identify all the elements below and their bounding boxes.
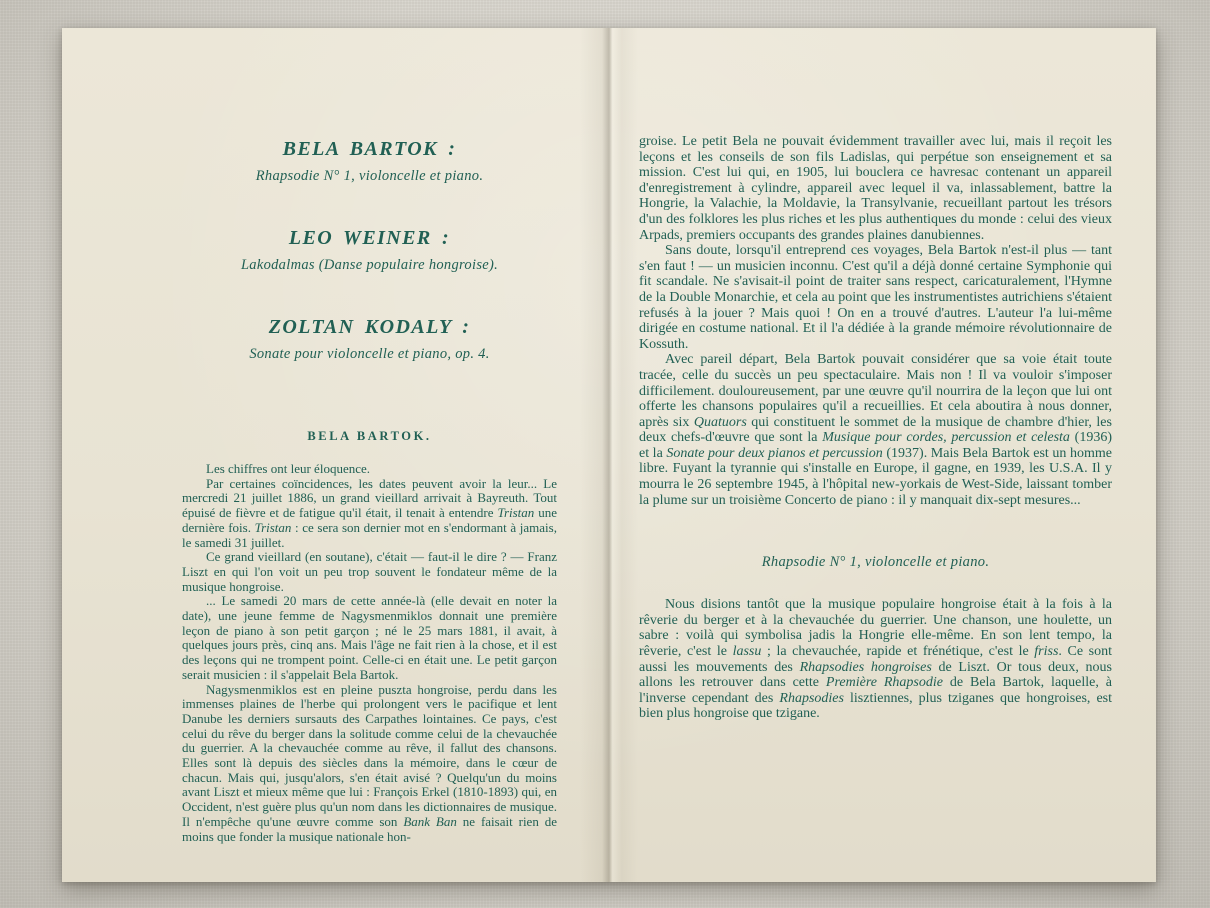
program-booklet [62, 28, 1156, 882]
body-text-right-2 [639, 597, 1112, 722]
subsection-heading: Rhapsodie N° 1, violoncelle et piano. [761, 554, 990, 571]
page-left [62, 28, 609, 882]
paragraph: Nous disions tantôt que la musique populaire hongroise était à la fois à la rêverie du berger et à la chevauchée du guerrier. Une chanson, une houlette, un sabre : voilà qui symbolisa jadis la Hongrie elle-même. En son lent tempo, la rêverie, c'est le lassu ; la chevauchée, rapide et frénétique, c'est le friss. Ce sont aussi les mouvements des Rhapsodies hongroises de Liszt. Or tous deux, nous allons les retrouver dans cette Première Rhapsodie de Bela Bartok, laquelle, à l'inverse cependant des Rhapsodies lisztiennes, plus tziganes que hongroises, est bien plus hongroise que tzigane. [639, 597, 1113, 722]
paragraph: groise. Le petit Bela ne pouvait évidemment travailler avec lui, mais il reçoit les leçons et les conseils de son fils Ladislas, qui perpétue son enseignement et sa mission. C'est lui qui, en 1905, lui bouclera ce havresac contenant un appareil d'enregistrement à cylindre, appareil avec lequel il va, inlassablement, battre la Hongrie, la Valachie, la Moldavie, la Transylvanie, recueillant partout les trésors d'un des folklores les plus riches et les plus authentiques du monde : celui des vieux Arpads, premiers occupants des grandes plaines danubiennes. [639, 134, 1112, 243]
body-text-left [182, 462, 557, 844]
program-item [182, 227, 557, 274]
work-subtitle: Sonate pour violoncelle et piano, op. 4. [249, 346, 490, 362]
work-subtitle: Rhapsodie N° 1, violoncelle et piano. [255, 168, 484, 184]
program-item [182, 138, 557, 185]
composer-title: LEO WEINER : [288, 227, 451, 249]
body-text-right [639, 134, 1112, 508]
paragraph: Par certaines coïncidences, les dates peuvent avoir la leur... Le mercredi 21 juillet 1886, un grand vieillard arrivait à Bayreuth. Tout épuisé de fièvre et de fatigue qu'il était, il tenait à entendre Tristan une dernière fois. Tristan : ce sera son dernier mot en s'endormant à jamais, le samedi 31 juillet. [182, 475, 557, 550]
paragraph: Avec pareil départ, Bela Bartok pouvait considérer que sa voie était toute tracée, celle du succès un peu spectaculaire. Mais non ! Il va vouloir s'imposer difficilement. douloureusement, par une œuvre qu'il nourrira de la leçon que lui ont offerte les chansons populaires qu'il a recueillies. Et cela aboutira à nous donner, après six Quatuors qui constituent le sommet de la musique de chambre d'hier, les deux chefs-d'œuvre que sont la Musique pour cordes, percussion et celesta (1936) et la Sonate pour deux pianos et percussion (1937). Mais Bela Bartok est un homme libre. Fuyant la tyrannie qui s'installe en Europe, il gagne, en 1939, les U.S.A. Il y mourra le 26 septembre 1945, à l'hôpital new-yorkais de West-Side, laissant tomber la plume sur un troisième Concerto de piano : il y manquait dix-sept mesures... [639, 352, 1112, 508]
paragraph: Ce grand vieillard (en soutane), c'était — faut-il le dire ? — Franz Liszt en qui l'on voit un peu trop souvent le fondateur même de la musique hongroise. [182, 549, 557, 594]
page-right [609, 28, 1156, 882]
program-listing [182, 138, 557, 363]
paragraph: Sans doute, lorsqu'il entreprend ces voyages, Bela Bartok n'est-il plus — tant s'en faut ! — un musicien inconnu. C'est qu'il a déjà donné certaine Symphonie qui fit scandale. Ne s'avisait-il point de traiter sans respect, caricaturalement, l'Hymne de la Double Monarchie, et cela au point que les instrumentistes autrichiens s'étaient refusés à la jouer ? Mais quoi ! On en a trouvé d'autres. L'auteur l'a lui-même dirigée en costume national. Et il l'a dédiée à la grande mémoire révolutionnaire de Kossuth. [639, 243, 1112, 352]
section-heading: BELA BARTOK. [307, 429, 432, 443]
composer-title: BELA BARTOK : [282, 138, 457, 160]
paragraph: Les chiffres ont leur éloquence. [206, 461, 370, 476]
paragraph: ... Le samedi 20 mars de cette année-là (elle devait en noter la date), une jeune femme de Nagysmenmiklos donnait une première leçon de piano à son petit garçon ; né le 25 mars 1881, il avait, à quelques jours près, cinq ans. Mais l'âge ne fait rien à la chose, et il est des leçons qui ne trompent point. Celle-ci en était une. Le petit garçon serait musicien : il s'appelait Bela Bartok. [182, 593, 557, 682]
composer-title: ZOLTAN KODALY : [268, 316, 471, 338]
work-subtitle: Lakodalmas (Danse populaire hongroise). [240, 257, 499, 273]
paragraph: Nagysmenmiklos est en pleine puszta hongroise, perdu dans les immenses plaines de l'herbe qui prolongent vers le pacifique et lent Danube les derniers sursauts des Carpathes lointaines. Ce pays, c'est celui du rêve du berger dans la solitude comme celui de la chevauchée du guerrier. A la chevauchée comme au rêve, il fallut des chansons. Elles sont là depuis des siècles dans la mémoire, dans le cœur de chacun. Mais qui, jusqu'alors, s'en était avisé ? Quelqu'un du moins avant Liszt et mieux même que lui : François Erkel (1810-1893) qui, en Occident, n'est guère plus qu'un nom dans les dictionnaires de musique. Il n'empêche qu'une œuvre comme son Bank Ban ne faisait rien de moins que fonder la musique nationale hon- [182, 681, 557, 844]
program-item [182, 316, 557, 363]
